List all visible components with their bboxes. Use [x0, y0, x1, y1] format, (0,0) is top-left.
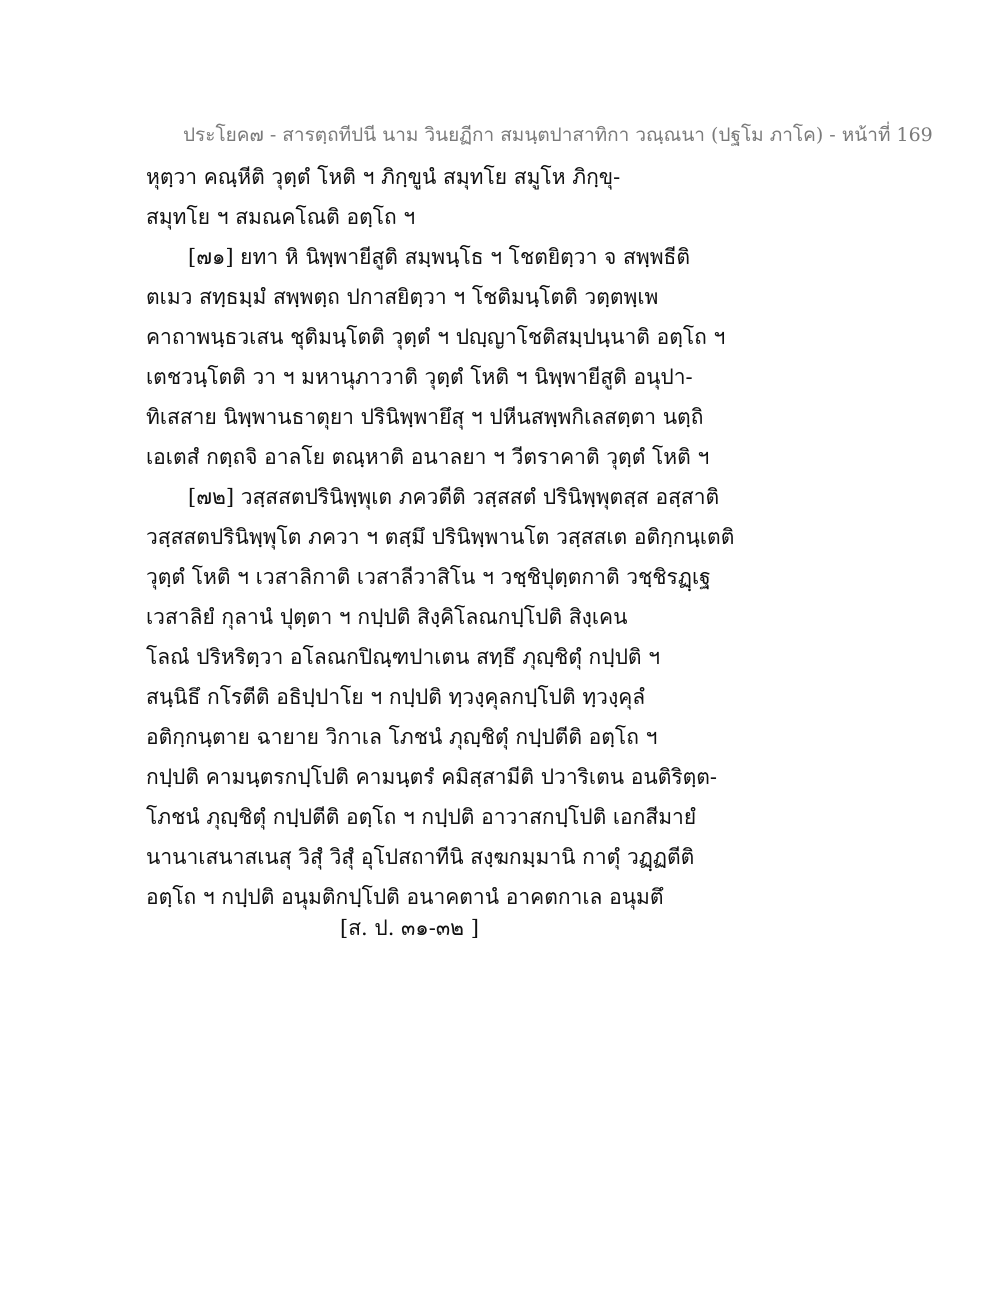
- text-line: ตเมว สทฺธมฺมํ สพฺพตฺถ ปกาสยิตฺวา ฯ โชติมนฺโตติ วตฺตพฺเพ: [146, 285, 659, 309]
- paragraph-start-line: [๗๑] ยทา หิ นิพฺพายีสูติ สมฺพนฺโธ ฯ โชตยิตฺวา จ สพฺพธีติ: [188, 245, 690, 269]
- text-line: เอเตสํ กตฺถจิ อาลโย ตณฺหาติ อนาลยา ฯ วีตราคาติ วุตฺตํ โหติ ฯ: [146, 445, 710, 469]
- text-line: อติกฺกนฺตาย ฉายาย วิกาเล โภชนํ ภุญฺชิตุํ กปฺปตีติ อตฺโถ ฯ: [146, 725, 658, 749]
- text-line: หุตฺวา คณฺหีติ วุตฺตํ โหติ ฯ ภิกฺขูนํ สมุทโย สมูโห ภิกฺขุ-: [146, 165, 621, 189]
- text-line: สมุทโย ฯ สมณคโณติ อตฺโถ ฯ: [146, 205, 416, 229]
- text-line: โภชนํ ภุญฺชิตุํ กปฺปตีติ อตฺโถ ฯ กปฺปติ อาวาสกปฺโปติ เอกสีมายํ: [146, 805, 697, 829]
- text-line: เตชวนฺโตติ วา ฯ มหานุภาวาติ วุตฺตํ โหติ ฯ นิพฺพายีสูติ อนุปา-: [146, 365, 693, 389]
- text-line: นานาเสนาสเนสุ วิสุํ วิสุํ อุโปสถาทีนิ สงฺฆกมฺมานิ กาตุํ วฏฺฏตีติ: [146, 845, 695, 869]
- text-line: วุตฺตํ โหติ ฯ เวสาลิกาติ เวสาลีวาสิโน ฯ วชฺชิปุตฺตกาติ วชฺชิรฏฺเฐ: [146, 565, 711, 589]
- page-body: [146, 157, 866, 917]
- text-line: วสฺสสตปรินิพฺพุโต ภควา ฯ ตสฺมึ ปรินิพฺพานโต วสฺสสเต อติกฺกนฺเตติ: [146, 525, 735, 549]
- text-line: ทิเสสาย นิพฺพานธาตุยา ปรินิพฺพายึสุ ฯ ปหีนสพฺพกิเลสตฺตา นตฺถิ: [146, 405, 704, 429]
- text-line: สนฺนิธึ กโรตีติ อธิปฺปาโย ฯ กปฺปติ ทฺวงฺคุลกปฺโปติ ทฺวงฺคุลํ: [146, 685, 646, 709]
- text-line: กปฺปติ คามนฺตรกปฺโปติ คามนฺตรํ คมิสฺสามีติ ปวาริเตน อนติริตฺต-: [146, 765, 718, 789]
- text-line: โลณํ ปริหริตฺวา อโลณกปิณฺฑปาเตน สทฺธึ ภุญฺชิตุํ กปฺปติ ฯ: [146, 645, 661, 669]
- paragraph-start-line: [๗๒] วสฺสสตปรินิพฺพุเต ภควตีติ วสฺสสตํ ปรินิพฺพุตสฺส อสฺสาติ: [188, 485, 720, 509]
- running-header: ประโยค๗ - สารตฺถทีปนี นาม วินยฏีกา สมนฺตปาสาทิกา วณฺณนา (ปฐโม ภาโค) - หน้าที่ 169: [183, 124, 933, 146]
- text-line: เวสาลิยํ กุลานํ ปุตฺตา ฯ กปฺปติ สิงฺคิโลณกปฺโปติ สิงฺเคน: [146, 605, 628, 629]
- source-reference: [ส. ป. ๓๑-๓๒ ]: [340, 916, 479, 940]
- text-line: อตฺโถ ฯ กปฺปติ อนุมติกปฺโปติ อนาคตานํ อาคตกาเล อนุมตึ: [146, 885, 664, 909]
- text-line: คาถาพนฺธวเสน ชุติมนฺโตติ วุตฺตํ ฯ ปญฺญาโชติสมฺปนฺนาติ อตฺโถ ฯ: [146, 325, 726, 349]
